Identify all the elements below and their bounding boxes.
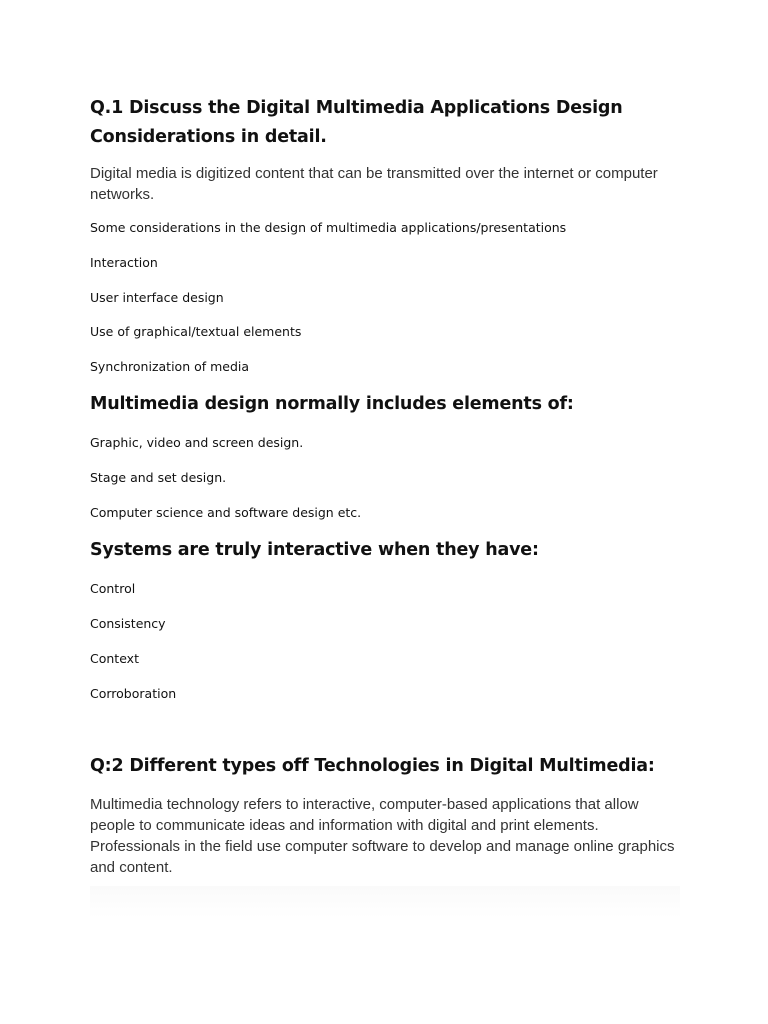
design-elements-heading: Multimedia design normally includes elements of: [90,394,574,414]
q2-heading: Q:2 Different types off Technologies in Digital Multimedia: [90,756,655,776]
q1-heading: Q.1 Discuss the Digital Multimedia Applications Design Considerations in detail. [90,98,623,147]
considerations-intro: Some considerations in the design of multimedia applications/presentations [90,220,567,235]
interactive-systems-heading: Systems are truly interactive when they have: [90,540,539,560]
interactive-item: Context [90,651,139,666]
consideration-item: User interface design [90,290,224,305]
design-element-item: Graphic, video and screen design. [90,435,304,450]
page-fade-strip [90,886,680,918]
design-element-item: Stage and set design. [90,470,227,485]
q2-body-paragraph: Multimedia technology refers to interactive, computer-based applications that allow people to communicate ideas and information with digital and print elements. Professionals in the field use computer software to develop and manage online graphics and content. [90,796,675,876]
interactive-item: Consistency [90,616,166,631]
design-element-item: Computer science and software design etc. [90,505,362,520]
consideration-item: Interaction [90,255,158,270]
interactive-item: Corroboration [90,686,177,701]
consideration-item: Synchronization of media [90,359,250,374]
consideration-item: Use of graphical/textual elements [90,324,302,339]
interactive-item: Control [90,581,136,596]
q1-intro-paragraph: Digital media is digitized content that can be transmitted over the internet or computer networks. [90,165,658,203]
